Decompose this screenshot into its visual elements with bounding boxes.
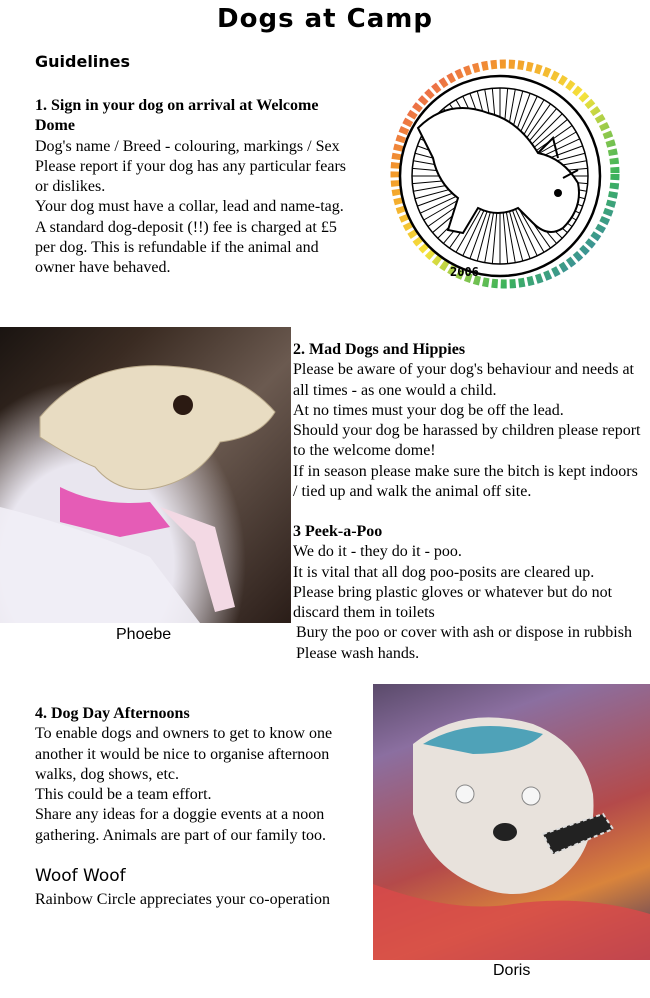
- section-line: Please be aware of your dog's behaviour and needs at all times - as one would a child.: [293, 361, 634, 399]
- section-line: Your dog must have a collar, lead and name-tag.: [35, 198, 344, 216]
- caption-doris: Doris: [493, 962, 531, 979]
- photo-doris: [373, 684, 650, 960]
- section-line: Bury the poo or cover with ash or dispose in rubbish: [296, 624, 632, 642]
- section-line: Dog's name / Breed - colouring, markings / Sex: [35, 137, 340, 155]
- section-line: If in season please make sure the bitch is kept indoors / tied up and walk the animal off site.: [293, 462, 638, 501]
- section-line: Please bring plastic gloves or whatever but do not discard them in toilets: [293, 583, 613, 622]
- section-heading: 3 Peek-a-Poo: [293, 523, 383, 540]
- section-line: Please report if your dog has any particular fears or dislikes.: [35, 157, 346, 196]
- section-line: We do it - they do it - poo.: [293, 543, 462, 561]
- signoff-text: Woof Woof: [35, 866, 126, 886]
- section-line: Please wash hands.: [296, 644, 420, 662]
- section-mad-dogs: [293, 340, 643, 502]
- section-line: At no times must your dog be off the lead.: [293, 401, 564, 419]
- section-line: It is vital that all dog poo-posits are cleared up.: [293, 563, 595, 581]
- section-line: To enable dogs and owners to get to know one another it would be nice to organise afternoon walks, dog shows, etc.: [35, 725, 333, 783]
- section-heading: 2. Mad Dogs and Hippies: [293, 341, 466, 358]
- section-dog-day-afternoons: [35, 704, 370, 846]
- thanks-text: Rainbow Circle appreciates your co-operation: [35, 891, 330, 908]
- section-line: Share any ideas for a doggie events at a noon gathering. Animals are part of our family too.: [35, 806, 327, 844]
- emblem-year: 2006: [450, 265, 479, 279]
- section-line: A standard dog-deposit (!!) fee is charged at £5 per dog. This is refundable if the animal and owner have behaved.: [35, 218, 337, 277]
- dog-emblem-icon: [378, 58, 632, 290]
- section-heading: 4. Dog Day Afternoons: [35, 705, 190, 722]
- section-line: This could be a team effort.: [35, 786, 212, 804]
- section-line: Should your dog be harassed by children please report to the welcome dome!: [293, 422, 641, 460]
- guidelines-heading: Guidelines: [35, 52, 131, 71]
- section-sign-in: [35, 96, 360, 279]
- page-title: Dogs at Camp: [217, 4, 433, 34]
- photo-phoebe: [0, 327, 291, 623]
- section-peek-a-poo: [293, 522, 643, 664]
- caption-phoebe: Phoebe: [116, 626, 172, 643]
- section-heading: 1. Sign in your dog on arrival at Welcome Dome: [35, 97, 319, 135]
